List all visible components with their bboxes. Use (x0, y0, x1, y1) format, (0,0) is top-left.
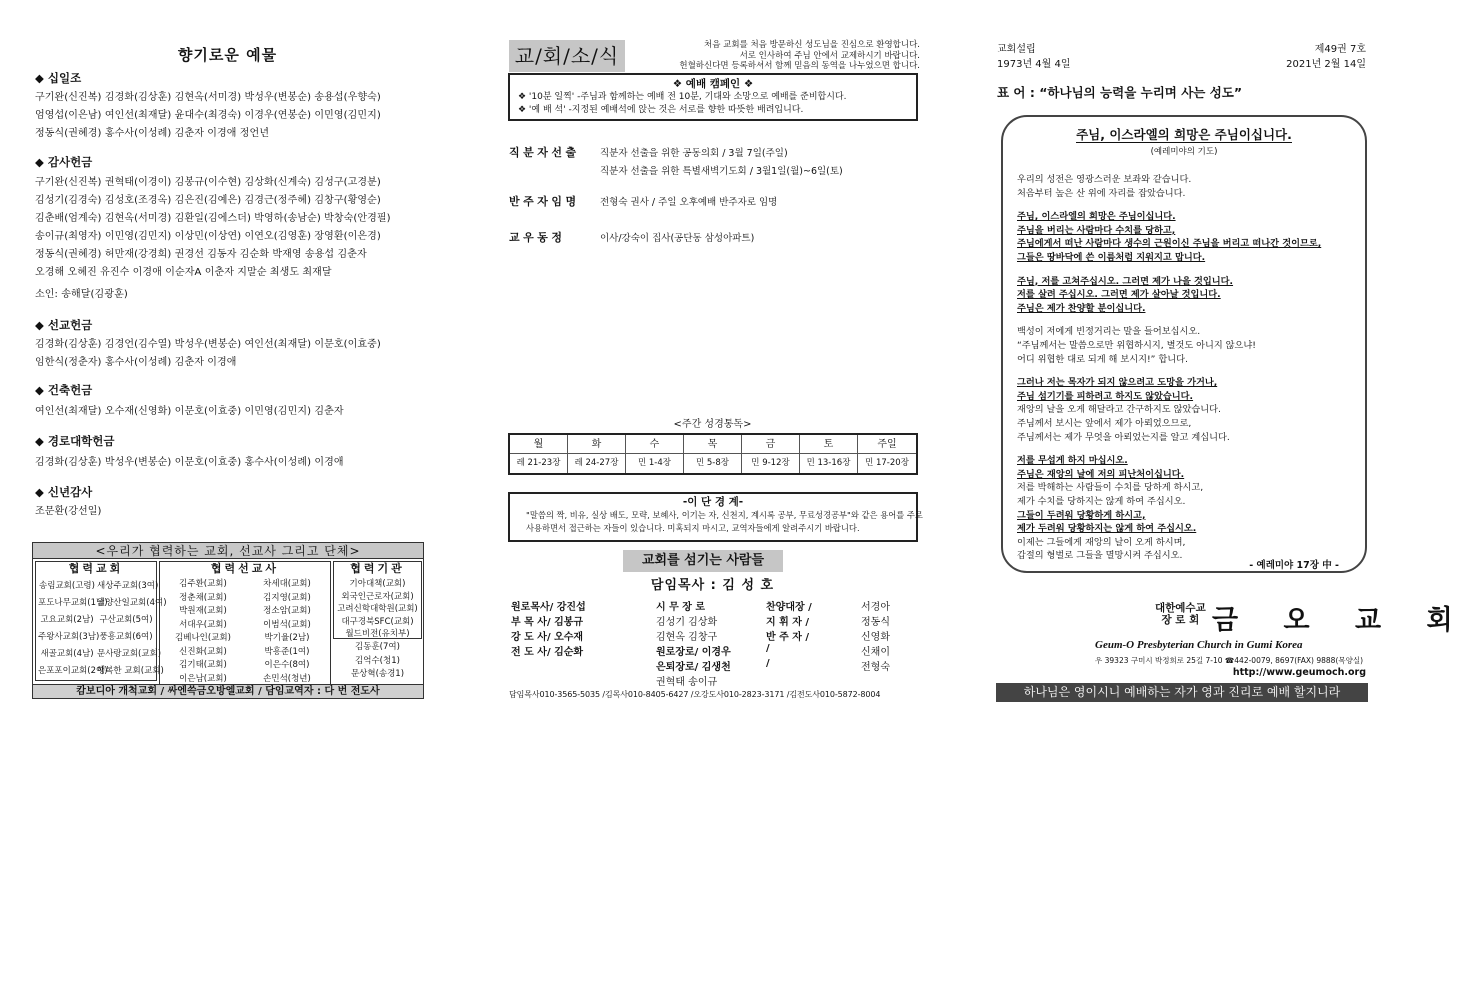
prayer-line: 주님은 제가 찬양할 분이십니다. (1017, 302, 1146, 314)
welcome-line: 처음 교회를 처음 방문하신 성도님을 진심으로 환영합니다. (704, 40, 920, 50)
partners-title: <우리가 협력하는 교회, 선교사 그리고 단체> (33, 543, 423, 559)
bible-day-label: 화 (568, 435, 625, 454)
partner-missionaries-box (159, 561, 331, 685)
partner-entry: 새상주교회(3여) (97, 581, 159, 591)
offering-group-label: ◆ 건축헌금 (35, 383, 93, 397)
prayer-line: 저를 살려 주십시오. 그러면 제가 살아날 것입니다. (1017, 289, 1221, 301)
partner-churches-box (35, 561, 167, 681)
staff-entry: 전 도 사/ 김순화 (511, 647, 584, 658)
offering-names: 김춘배(엄계숙) 김현옥(서미경) 김환일(김에스더) 박영하(송남순) 박창숙(안경필) (35, 213, 391, 224)
bible-day-label: 주일 (858, 435, 916, 454)
partner-entry: 포도나무교회(1남) (38, 598, 108, 608)
prayer-line: 어디 위협한 대로 되게 해 보시지!” 합니다. (1017, 353, 1188, 365)
bible-reading-caption: <주간 성경통독> (673, 419, 752, 430)
prayer-line: 재앙의 날을 오게 해달라고 간구하지도 않았습니다. (1017, 404, 1221, 416)
partner-entry: 기아대책(교회) (349, 579, 406, 589)
prayer-line: 주님께서 보시는 앞에서 제가 아뢰었으므로, (1017, 418, 1192, 429)
partner-entry: 김지영(교회) (263, 592, 311, 603)
prayer-line: 제가 수치를 당하지는 않게 하여 주십시오. (1017, 496, 1186, 507)
staff-entry: 김현옥 김창구 (656, 632, 718, 643)
partner-entry: 고요교회(2남) (40, 615, 94, 625)
prayer-line: 저를 박해하는 사람들이 수치를 당하게 하시고, (1017, 482, 1204, 494)
offering-group-label: ◆ 감사헌금 (35, 155, 93, 169)
partner-entry: 월양산일교회(4여) (97, 598, 167, 608)
bulletin-cover (995, 40, 1471, 705)
prayer-line: 제가 두려워 당황하지는 않게 하여 주십시오. (1017, 523, 1197, 535)
staff-entry: / (766, 643, 770, 654)
partner-orgs-list (335, 578, 420, 641)
partner-entry: 풍흥교회(6여) (99, 632, 153, 642)
partner-entry: 월드비전(유치부) (345, 629, 410, 639)
prayer-line: 저를 무섭게 하지 마십시오. (1017, 455, 1128, 467)
partner-entry: 구산교회(5여) (99, 615, 153, 625)
denomination-line: 장 로 회 (1161, 614, 1200, 626)
staff-entry: 전형숙 (861, 662, 890, 673)
notice-label: 직분자선출 (509, 146, 580, 159)
welcome-line: 서로 인사하여 주님 안에서 교제하시기 바랍니다. (739, 50, 920, 61)
bible-reading-day (568, 435, 626, 473)
partner-entry: 차세대(교회) (263, 579, 311, 589)
staff-entry: 강 도 사/ 오수재 (511, 632, 584, 643)
heresy-warning-box (508, 492, 923, 542)
offering-group-label: ◆ 신년감사 (35, 485, 93, 499)
prayer-line: 주님은 재앙의 날에 저의 피난처이십니다. (1017, 468, 1185, 480)
partner-entry: 외국인근로자(교회) (341, 591, 414, 602)
prayer-reference: - 예레미야 17장 中 - (1249, 560, 1339, 571)
partner-entry: 은포포이교회(2여) (38, 666, 108, 676)
offering-names: 김경화(김상훈) 박성우(변봉순) 이문호(이효중) 홍수사(이성례) 이경애 (35, 457, 344, 468)
prayer-line: 갑절의 형벌로 그들을 멸망시켜 주십시오. (1017, 550, 1183, 562)
partner-missionaries-list (162, 578, 244, 686)
partner-entry: 이범석(교회) (263, 619, 311, 630)
welcome-text (630, 40, 920, 72)
offering-names: 정동식(권혜경) 홍수사(이성례) 김춘자 이경애 정언년 (35, 128, 270, 139)
church-address: 우 39323 구미시 박정희로 25길 7-10 ☎442-0079, 8697(FAX) 9888(목양실) (1095, 656, 1364, 665)
bible-day-label: 금 (742, 435, 799, 454)
notice-text: 직분자 선출을 위한 특별새벽기도회 / 3월1일(월)~6일(토) (600, 166, 843, 177)
partner-entry: 송림교회(고령) (39, 581, 95, 591)
staff-entry: 신영화 (861, 632, 890, 643)
bulletin-date: 2021년 2월 14일 (1286, 59, 1366, 70)
bible-day-reading: 민 1-4장 (637, 458, 671, 468)
staff-entry: 원로목사/ 강진섭 (511, 602, 586, 613)
bible-reading-day (626, 435, 684, 473)
partner-orgs-box (333, 561, 422, 639)
partner-churches-list (38, 578, 108, 680)
partner-entry: 박흥준(1여) (264, 646, 310, 657)
bible-reading-table (508, 433, 918, 475)
partner-entry: 문상혁(송경1) (350, 669, 405, 679)
partner-entry: 김동훈(7여) (355, 642, 400, 652)
offering-names: 엄영섭(이은남) 여인선(최재달) 윤대수(최경숙) 이경우(연봉순) 이민영(김민지) (35, 110, 381, 121)
offering-names: 김성기(김경숙) 김성호(조경옥) 김은진(김예은) 김경근(정주혜) 김창구(황영순) (35, 195, 381, 206)
partner-churches-heading: 협력교회 (68, 562, 124, 575)
offerings-title: 향기로운 예물 (177, 46, 278, 64)
offering-group-label: ◆ 선교헌금 (35, 318, 93, 332)
offering-names: 조문환(강선일) (35, 506, 102, 517)
offering-names: 구기완(신진복) 권혁태(이경이) 김봉규(이수현) 김상화(신계숙) 김성구(고경분) (35, 177, 381, 188)
prayer-line: 주님에게서 떠난 사람마다 생수의 근원이신 주님을 버리고 떠나간 것이므로, (1017, 238, 1322, 250)
denomination-line: 대한예수교 (1155, 602, 1206, 614)
prayer-line: 우리의 성전은 영광스러운 보좌와 같습니다. (1017, 174, 1192, 185)
offering-names: 오경해 오혜진 유진수 이경애 이순자A 이춘자 지말순 최생도 최재달 (35, 267, 332, 278)
campaign-title: ❖ 예배 캠페인 ❖ (672, 78, 754, 90)
bible-reading-day (510, 435, 568, 473)
staff-entry: 원로장로/ 이경우 (656, 647, 731, 658)
partner-entry: 새골교회(4남) (40, 649, 94, 659)
prayer-line: 처음부터 높은 산 위에 자리를 잡았습니다. (1017, 187, 1186, 199)
prayer-line: 주님을 버리는 사람마다 수치를 당하고, (1017, 224, 1176, 236)
partner-entry: 김기태(교회) (179, 660, 227, 670)
campaign-line: ❖ '10분 일찍' -주님과 함께하는 예배 전 10분, 기대와 소망으로 예배를 준비합시다. (518, 92, 847, 102)
staff-entry: 서경아 (861, 602, 890, 613)
partner-orgs-heading: 협력기관 (350, 562, 405, 575)
heresy-line: "말씀의 짝, 비유, 실상 배도, 모략, 보혜사, 이기는 자, 신천지, 계시록 공부, 무료성경공부"와 같은 용어를 주로 (526, 510, 923, 520)
prayer-line: 백성이 저에게 빈정거리는 말을 들어보십시오. (1017, 326, 1201, 338)
prayer-subtitle: (예레미야의 기도) (1150, 147, 1218, 157)
partner-entry: 김베나인(교회) (175, 633, 231, 643)
partner-entry: 김억수(청1) (355, 655, 400, 666)
partner-entry: 정소암(교회) (263, 606, 311, 616)
notice-label: 반주자임명 (509, 195, 580, 208)
partner-entry: 서대우(교회) (179, 619, 227, 630)
staff-entry: 시 무 장 로 (656, 602, 706, 613)
prayer-title (1003, 125, 1365, 143)
partners-box (32, 542, 424, 699)
partner-entry: 손민석(청년) (263, 673, 311, 684)
heresy-line: 사용하면서 접근하는 자들이 있습니다. 미혹되지 마시고, 교역자들에게 알려주시기 바랍니다. (526, 523, 860, 533)
prayer-line: 주님께서는 제가 무엇을 아뢰었는지를 알고 계십니다. (1017, 431, 1230, 443)
partner-entry: 고려신학대학원(교회) (337, 604, 418, 614)
partner-entry: 이은남(교회) (179, 673, 227, 684)
offering-names: 소인: 송해달(김광훈) (35, 289, 128, 300)
offering-names: 김경화(김상훈) 김경언(김수열) 박성우(변봉순) 여인선(최재달) 이문호(이효중) (35, 339, 381, 350)
notice-label: 교우동정 (509, 231, 566, 244)
offering-names: 여인선(최재달) 오수재(신영화) 이문호(이효중) 이민영(김민지) 김춘자 (35, 406, 344, 417)
staff-entry: 부 목 사/ 김봉규 (511, 617, 584, 628)
partner-missionaries-heading: 협력선교사 (210, 562, 280, 575)
prayer-box (1001, 115, 1367, 573)
scripture-banner: 하나님은 영이시니 예배하는 자가 영과 진리로 예배 할지니라 (996, 683, 1368, 702)
staff-entry: 찬양대장 / (766, 602, 812, 613)
senior-pastor: 담임목사 : 김 성 호 (650, 578, 775, 593)
partner-missionaries-list (246, 578, 328, 686)
offering-group-label: ◆ 십일조 (35, 71, 82, 85)
bible-day-label: 토 (800, 435, 857, 454)
prayer-line: 주님 섬기기를 피하려고 하지도 않았습니다. (1017, 390, 1194, 402)
partner-entry: 박원재(교회) (179, 606, 227, 616)
prayer-line: “주님께서는 말씀으로만 위협하시지, 별것도 아니지 않으냐! (1017, 340, 1256, 351)
church-website-link[interactable]: http://www.geumoch.org (1232, 667, 1366, 678)
bible-reading-day (742, 435, 800, 473)
bible-day-reading: 레 24-27장 (574, 458, 619, 468)
prayer-line: 주님, 이스라엘의 희망은 주님이십니다. (1017, 211, 1176, 223)
partner-entry: 신진화(교회) (179, 646, 227, 657)
issue-number: 제49권 7호 (1314, 44, 1366, 55)
partner-entry: 문사랑교회(교회) (97, 649, 162, 659)
partners-footer: 캄보디아 개척교회 / 싸엔쓱금오방엘교회 / 담임교역자 : 다 번 전도사 (33, 684, 423, 698)
bible-reading-day (858, 435, 916, 473)
worship-campaign-box (508, 73, 918, 121)
welcome-line: 헌혈하신다면 등록하셔서 함께 믿음의 동역을 나누었으면 합니다. (679, 61, 920, 71)
bible-day-reading: 민 5-8장 (695, 458, 729, 468)
prayer-title-text: 주님, 이스라엘의 희망은 주님이십니다. (1076, 127, 1292, 142)
bible-day-label: 월 (510, 435, 567, 454)
partner-entry: 김주환(교회) (179, 579, 227, 589)
denomination (1155, 602, 1206, 626)
offering-group-label: ◆ 경로대학헌금 (35, 434, 115, 448)
offering-names: 정동식(권혜경) 허만재(강경희) 권경선 김동자 김순화 박재영 송용섭 김춘자 (35, 249, 367, 260)
partner-entry: 행복한 교회(교회) (97, 666, 164, 676)
staff-entry: 권혁태 송이규 (656, 677, 718, 688)
staff-entry: / (766, 658, 770, 669)
staff-phones: 담임목사010-3565-5035 /김목사010-8405-6427 /오강도사010-2823-3171 /김전도사010-5872-8004 (509, 690, 881, 699)
church-name: 금 오 교 회 (1212, 605, 1471, 636)
news-tag: 교/회/소/식 (509, 40, 625, 72)
offering-names: 임한식(정춘자) 홍수사(이성례) 김춘자 이경애 (35, 357, 237, 368)
church-motto: 표 어 : “하나님의 능력을 누리며 사는 성도” (997, 85, 1243, 100)
bible-day-label: 목 (684, 435, 741, 454)
bible-day-reading: 레 21-23장 (516, 458, 561, 468)
prayer-line: 그들이 두려워 당황하게 하시고, (1017, 509, 1146, 521)
staff-tag: 교회를 섬기는 사람들 (623, 550, 783, 572)
established-label: 교회설립 (997, 44, 1036, 55)
notice-text: 직분자 선출을 위한 공동의회 / 3월 7일(주일) (600, 148, 788, 159)
partner-orgs-list (335, 641, 420, 682)
prayer-line: 그러나 저는 목자가 되지 않으려고 도망을 가거나, (1017, 377, 1218, 389)
church-english-name: Geum-O Presbyterian Church in Gumi Korea (1095, 639, 1303, 651)
partner-entry: 정춘채(교회) (179, 592, 227, 603)
offerings-panel (30, 40, 425, 700)
campaign-line: ❖ '예 배 석' -지정된 예배석에 앉는 것은 서로를 향한 따뜻한 배려입니다. (518, 105, 804, 115)
staff-entry: 반 주 자 / (766, 632, 810, 643)
staff-entry: 정동식 (861, 617, 890, 628)
staff-entry: 은퇴장로/ 김생천 (656, 662, 731, 673)
notice-text: 이사/강숙이 집사(공단동 삼성아파트) (600, 233, 755, 244)
established-date: 1973년 4월 4일 (997, 59, 1071, 70)
partner-entry: 대구경북SFC(교회) (341, 616, 414, 627)
offering-names: 구기완(신진복) 김경화(김상훈) 김현옥(서미경) 박성우(변봉순) 송용섭(우향숙) (35, 92, 381, 103)
bible-day-reading: 민 17-20장 (865, 458, 909, 468)
bible-day-label: 수 (626, 435, 683, 454)
partner-entry: 박기율(2남) (264, 633, 310, 643)
heresy-title: -이 단 경 계- (682, 496, 744, 508)
bible-day-reading: 민 9-12장 (751, 458, 790, 468)
partner-entry: 주왕사교회(3남) (38, 632, 100, 642)
offering-names: 송이규(최영자) 이민영(김민지) 이상민(이상연) 이연오(김영훈) 장영환(이은경) (35, 231, 381, 242)
notice-text: 전형숙 권사 / 주일 오후예배 반주자로 임명 (600, 197, 778, 208)
bible-reading-day (800, 435, 858, 473)
bible-reading-day (684, 435, 742, 473)
staff-entry: 지 휘 자 / (766, 617, 810, 628)
prayer-line: 그들은 땅바닥에 쓴 이름처럼 지워지고 맙니다. (1017, 252, 1206, 263)
bible-day-reading: 민 13-16장 (806, 458, 851, 468)
partner-churches-list (97, 578, 167, 680)
staff-entry: 신채이 (861, 647, 890, 658)
partner-entry: 이은수(8여) (264, 660, 310, 670)
staff-entry: 김성기 김상화 (656, 617, 718, 628)
prayer-line: 주님, 저를 고쳐주십시오. 그러면 제가 나을 것입니다. (1017, 275, 1234, 287)
news-panel (505, 40, 923, 705)
prayer-line: 이제는 그들에게 재앙의 날이 오게 하시며, (1017, 536, 1186, 548)
